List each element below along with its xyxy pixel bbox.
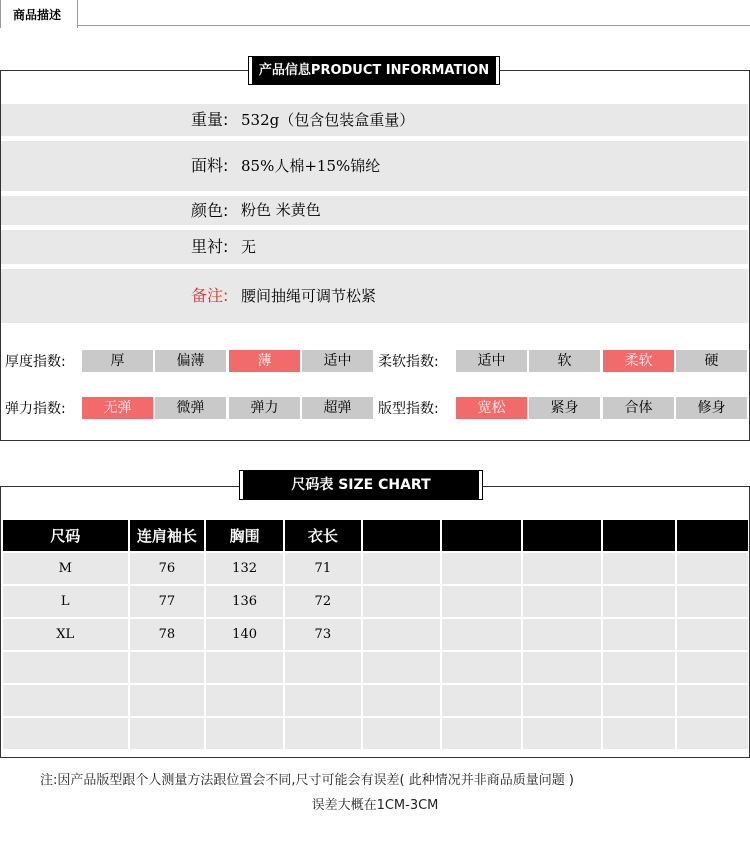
info-row-color: [1, 196, 748, 225]
tab-divider: [78, 25, 750, 26]
table-row: [3, 685, 748, 718]
column-header: 衣长: [285, 520, 361, 553]
table-cell: [130, 685, 205, 718]
softness-option: 适中: [456, 350, 527, 372]
table-cell: M: [3, 553, 128, 586]
table-cell: 71: [285, 553, 361, 586]
thickness-option: 适中: [302, 350, 373, 372]
color-label: 颜色:: [191, 201, 229, 220]
weight-label: 重量:: [191, 110, 229, 129]
table-cell: [677, 652, 748, 685]
elasticity-index-label: 弹力指数:: [5, 401, 66, 417]
softness-index-label: 柔软指数:: [378, 354, 439, 370]
table-cell: [285, 685, 361, 718]
table-row: [3, 619, 748, 652]
table-cell: 72: [285, 586, 361, 619]
table-cell: [363, 685, 441, 718]
product-info-header: 产品信息PRODUCT INFORMATION: [249, 57, 499, 84]
fit-option: 宽松: [456, 397, 527, 419]
table-cell: 78: [130, 619, 205, 652]
elasticity-option: 微弹: [155, 397, 226, 419]
table-cell: [363, 586, 441, 619]
table-cell: 136: [206, 586, 283, 619]
info-row-lining: [1, 230, 748, 264]
table-cell: [603, 718, 676, 751]
table-cell: [363, 718, 441, 751]
table-cell: [442, 619, 521, 652]
remark-value: 腰间抽绳可调节松紧: [241, 287, 377, 305]
table-row: [3, 553, 748, 586]
fit-index-label: 版型指数:: [378, 401, 439, 417]
softness-option: 软: [529, 350, 600, 372]
table-cell: XL: [3, 619, 128, 652]
table-cell: [206, 652, 283, 685]
table-cell: [603, 586, 676, 619]
fit-option: 合体: [603, 397, 674, 419]
table-cell: [285, 652, 361, 685]
size-chart-header: 尺码表 SIZE CHART: [240, 471, 482, 499]
fit-option: 修身: [676, 397, 747, 419]
table-cell: [206, 685, 283, 718]
tab-strip: [0, 0, 750, 28]
table-cell: [363, 652, 441, 685]
table-cell: 76: [130, 553, 205, 586]
table-cell: 73: [285, 619, 361, 652]
column-header: [363, 520, 441, 553]
elasticity-option: 超弹: [302, 397, 373, 419]
table-cell: [677, 685, 748, 718]
remark-label: 备注:: [191, 286, 229, 305]
table-cell: [603, 553, 676, 586]
fabric-label: 面料:: [191, 156, 229, 175]
column-header: 尺码: [3, 520, 128, 553]
table-cell: [523, 586, 601, 619]
column-header: [442, 520, 521, 553]
fabric-value: 85%人棉+15%锦纶: [241, 157, 381, 175]
column-header: [603, 520, 676, 553]
table-row: [3, 586, 748, 619]
lining-value: 无: [241, 238, 257, 256]
table-cell: [363, 553, 441, 586]
table-cell: [3, 718, 128, 751]
info-row-remark: [1, 269, 748, 323]
table-cell: [130, 652, 205, 685]
info-row-fabric: [1, 141, 748, 191]
weight-value: 532g（包含包装盒重量）: [241, 111, 415, 129]
table-row: [3, 652, 748, 685]
table-cell: [523, 652, 601, 685]
table-cell: [677, 553, 748, 586]
table-cell: [442, 586, 521, 619]
table-cell: 140: [206, 619, 283, 652]
softness-option: 硬: [676, 350, 747, 372]
column-header: [523, 520, 601, 553]
tab-product-description[interactable]: 商品描述: [0, 0, 78, 28]
lining-label: 里衬:: [191, 237, 229, 256]
table-cell: [677, 619, 748, 652]
table-cell: 77: [130, 586, 205, 619]
table-cell: [523, 685, 601, 718]
thickness-option: 薄: [229, 350, 300, 372]
measurement-note: 注:因产品版型跟个人测量方法跟位置会不同,尺寸可能会有误差( 此种情况并非商品质量问题 ): [40, 773, 574, 788]
thickness-option: 偏薄: [155, 350, 226, 372]
table-cell: [523, 553, 601, 586]
table-cell: L: [3, 586, 128, 619]
table-cell: [363, 619, 441, 652]
table-cell: [442, 685, 521, 718]
thickness-option: 厚: [82, 350, 153, 372]
table-cell: [285, 718, 361, 751]
column-header: [677, 520, 748, 553]
table-cell: [206, 718, 283, 751]
table-cell: 132: [206, 553, 283, 586]
color-value: 粉色 米黄色: [241, 201, 321, 219]
table-cell: [442, 652, 521, 685]
column-header: 胸围: [206, 520, 283, 553]
fit-option: 紧身: [529, 397, 600, 419]
table-cell: [442, 718, 521, 751]
size-table-header-row: [3, 520, 748, 553]
softness-option: 柔软: [603, 350, 674, 372]
thickness-index-label: 厚度指数:: [5, 354, 66, 370]
table-cell: [677, 586, 748, 619]
size-table: [1, 520, 750, 751]
table-cell: [130, 718, 205, 751]
elasticity-option: 弹力: [229, 397, 300, 419]
tolerance-note: 误差大概在1CM-3CM: [311, 798, 439, 813]
table-row: [3, 718, 748, 751]
table-cell: [442, 553, 521, 586]
table-cell: [3, 652, 128, 685]
table-cell: [523, 619, 601, 652]
table-cell: [603, 619, 676, 652]
info-row-weight: [1, 104, 748, 136]
table-cell: [603, 652, 676, 685]
elasticity-option: 无弹: [82, 397, 153, 419]
table-cell: [3, 685, 128, 718]
table-cell: [603, 685, 676, 718]
table-cell: [523, 718, 601, 751]
column-header: 连肩袖长: [130, 520, 205, 553]
table-cell: [677, 718, 748, 751]
